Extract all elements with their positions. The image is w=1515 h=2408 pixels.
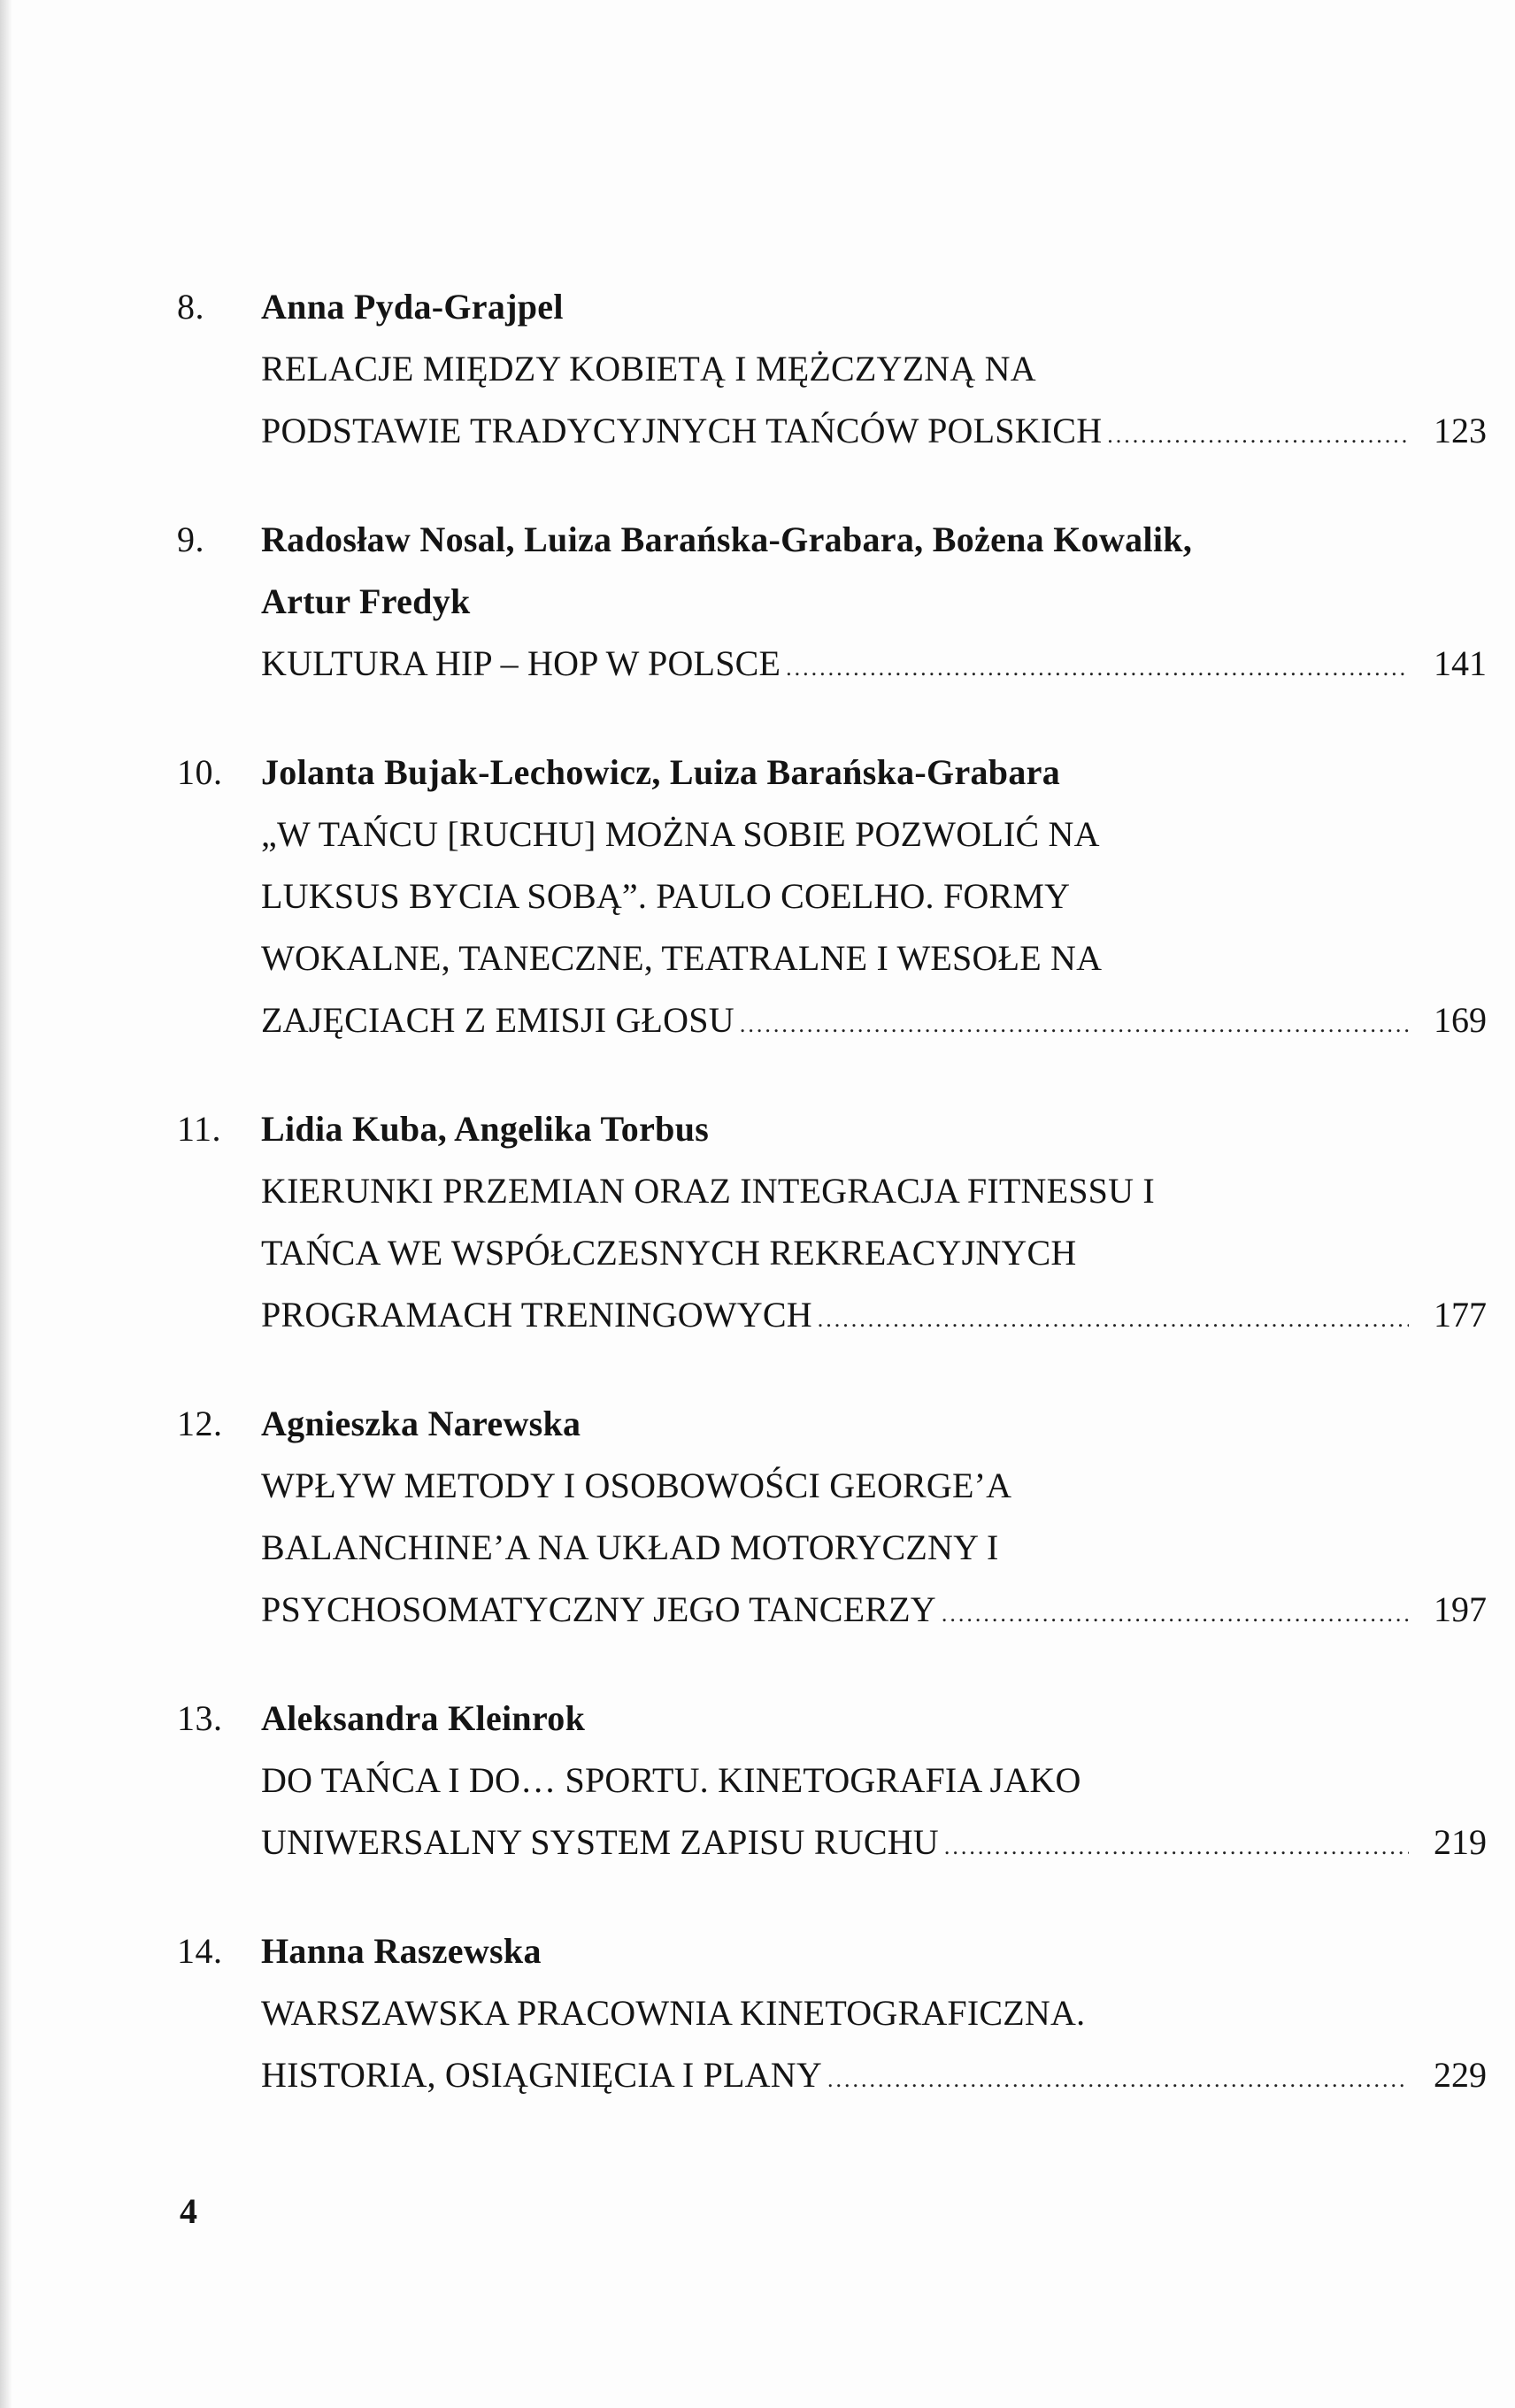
entry-title-last-line — [261, 1579, 1487, 1645]
toc-entry — [177, 1393, 1496, 1645]
entry-page-number[interactable]: 123 — [1434, 411, 1487, 450]
entry-authors: Agnieszka Narewska — [261, 1404, 581, 1443]
entry-title-line: „W TAŃCU [RUCHU] MOŻNA SOBIE POZWOLIĆ NA — [261, 814, 1100, 854]
entry-authors: Artur Fredyk — [261, 581, 471, 621]
dot-leader — [1107, 404, 1409, 466]
entry-title-line: UNIWERSALNY SYSTEM ZAPISU RUCHU — [261, 1822, 939, 1862]
entry-body — [261, 1098, 1487, 1350]
entry-number: 9. — [177, 519, 204, 559]
entry-number: 11. — [177, 1109, 222, 1149]
entry-title-line: WOKALNE, TANECZNE, TEATRALNE I WESOŁE NA — [261, 938, 1103, 978]
entry-page-number[interactable]: 229 — [1434, 2055, 1487, 2095]
entry-page-number[interactable]: 219 — [1434, 1822, 1487, 1862]
entry-spacer — [177, 699, 1496, 742]
toc-entry — [177, 509, 1496, 699]
entry-title-last-line — [261, 1812, 1487, 1878]
entry-title-line: WPŁYW METODY I OSOBOWOŚCI GEORGE’A — [261, 1466, 1012, 1505]
entry-number: 8. — [177, 287, 204, 327]
page-number: 4 — [180, 2191, 197, 2231]
entry-title-line: PODSTAWIE TRADYCYJNYCH TAŃCÓW POLSKICH — [261, 411, 1103, 450]
toc-entry — [177, 276, 1496, 466]
entry-page-number[interactable]: 169 — [1434, 1000, 1487, 1040]
entry-body — [261, 1393, 1487, 1645]
entry-page-number[interactable]: 177 — [1434, 1295, 1487, 1335]
entry-title-line: KULTURA HIP – HOP W POLSCE — [261, 643, 781, 683]
dot-leader — [786, 637, 1409, 699]
entry-title-last-line — [261, 633, 1487, 699]
entry-authors: Anna Pyda-Grajpel — [261, 287, 564, 327]
entry-spacer — [177, 1645, 1496, 1688]
entry-authors: Hanna Raszewska — [261, 1931, 542, 1971]
entry-authors: Lidia Kuba, Angelika Torbus — [261, 1109, 710, 1149]
entry-title-line: ZAJĘCIACH Z EMISJI GŁOSU — [261, 1000, 734, 1040]
entry-title-line: KIERUNKI PRZEMIAN ORAZ INTEGRACJA FITNESSU I — [261, 1171, 1155, 1211]
entry-title-line: HISTORIA, OSIĄGNIĘCIA I PLANY — [261, 2055, 822, 2095]
dot-leader — [818, 1289, 1409, 1350]
entry-page-number[interactable]: 197 — [1434, 1589, 1487, 1629]
dot-leader — [740, 994, 1409, 1056]
entry-authors: Radosław Nosal, Luiza Barańska-Grabara, Bożena Kowalik, — [261, 519, 1193, 559]
entry-spacer — [177, 1056, 1496, 1098]
entry-title-line: PSYCHOSOMATYCZNY JEGO TANCERZY — [261, 1589, 936, 1629]
entry-title-last-line — [261, 1284, 1487, 1350]
entry-body — [261, 509, 1487, 699]
entry-title-line: WARSZAWSKA PRACOWNIA KINETOGRAFICZNA. — [261, 1993, 1086, 2033]
entry-title-line: DO TAŃCA I DO… SPORTU. KINETOGRAFIA JAKO — [261, 1760, 1081, 1800]
entry-number: 12. — [177, 1404, 223, 1443]
dot-leader — [944, 1816, 1409, 1878]
toc-entry — [177, 742, 1496, 1056]
entry-spacer — [177, 1878, 1496, 1920]
entry-spacer — [177, 466, 1496, 509]
page-edge-shadow — [0, 0, 12, 2408]
entry-title-last-line — [261, 2044, 1487, 2111]
dot-leader — [942, 1583, 1409, 1645]
entry-authors: Aleksandra Kleinrok — [261, 1698, 586, 1738]
toc-entry — [177, 1688, 1496, 1878]
entry-page-number[interactable]: 141 — [1434, 643, 1487, 683]
table-of-contents — [177, 276, 1496, 2111]
entry-number: 10. — [177, 752, 223, 792]
entry-number: 14. — [177, 1931, 223, 1971]
entry-title-line: TAŃCA WE WSPÓŁCZESNYCH REKREACYJNYCH — [261, 1233, 1077, 1273]
toc-entry — [177, 1920, 1496, 2111]
entry-body — [261, 1688, 1487, 1878]
entry-title-line: BALANCHINE’A NA UKŁAD MOTORYCZNY I — [261, 1527, 999, 1567]
entry-body — [261, 276, 1487, 466]
entry-number: 13. — [177, 1698, 223, 1738]
toc-entry — [177, 1098, 1496, 1350]
entry-title-line: LUKSUS BYCIA SOBĄ”. PAULO COELHO. FORMY — [261, 876, 1071, 916]
entry-title-last-line — [261, 400, 1487, 466]
entry-title-last-line — [261, 989, 1487, 1056]
entry-spacer — [177, 1350, 1496, 1393]
entry-title-line: RELACJE MIĘDZY KOBIETĄ I MĘŻCZYZNĄ NA — [261, 349, 1036, 389]
entry-title-line: PROGRAMACH TRENINGOWYCH — [261, 1295, 812, 1335]
entry-body — [261, 1920, 1487, 2111]
entry-authors: Jolanta Bujak-Lechowicz, Luiza Barańska-Grabara — [261, 752, 1061, 792]
entry-body — [261, 742, 1487, 1056]
dot-leader — [827, 2049, 1409, 2111]
